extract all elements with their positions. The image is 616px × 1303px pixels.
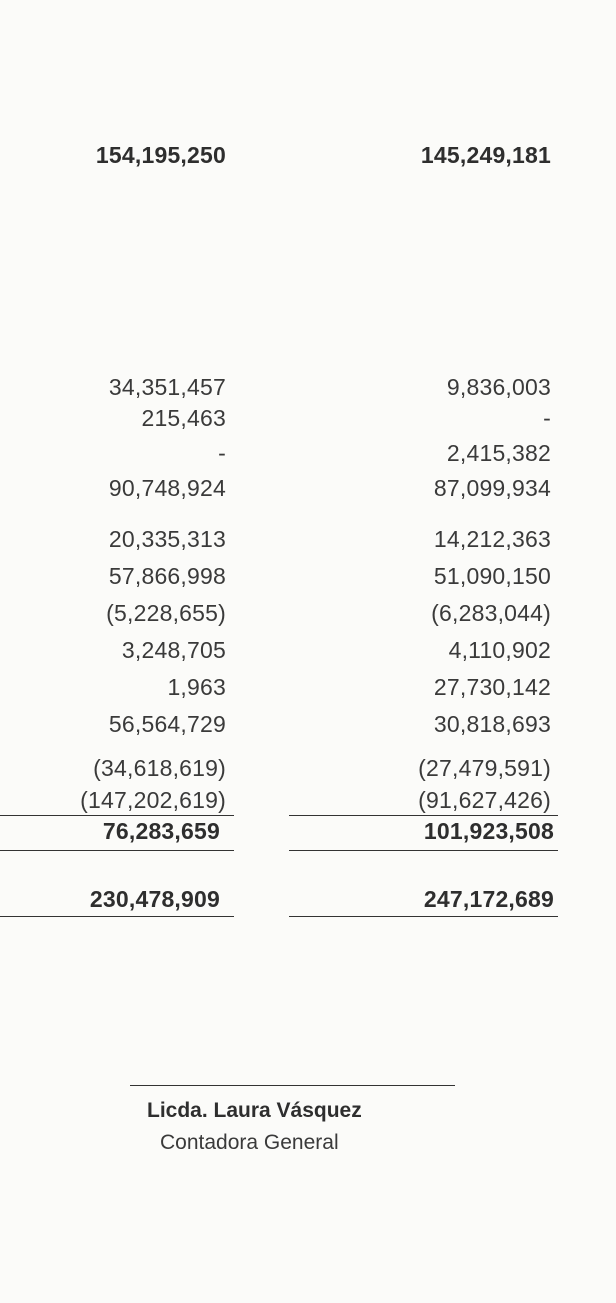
row-4-col-b: 87,099,934 xyxy=(433,475,551,501)
row-3-col-a: - xyxy=(218,440,226,466)
subtotal-col-a: 76,283,659 xyxy=(102,818,220,844)
row-8-col-b: 4,110,902 xyxy=(448,637,551,663)
row-12-col-b: (91,627,426) xyxy=(418,787,551,813)
row-3-col-b: 2,415,382 xyxy=(446,440,551,466)
row-7-col-a: (5,228,655) xyxy=(106,600,226,626)
subtotal-bottom-rule-col-b xyxy=(289,850,558,851)
row-4-col-a: 90,748,924 xyxy=(108,475,226,501)
top-total-col-b: 145,249,181 xyxy=(420,142,551,168)
signatory-name: Licda. Laura Vásquez xyxy=(147,1099,362,1122)
row-11-col-a: (34,618,619) xyxy=(93,755,226,781)
row-12-col-a: (147,202,619) xyxy=(80,787,226,813)
top-total-col-a: 154,195,250 xyxy=(95,142,226,168)
row-10-col-b: 30,818,693 xyxy=(433,711,551,737)
subtotal-col-b: 101,923,508 xyxy=(423,818,554,844)
row-9-col-b: 27,730,142 xyxy=(433,674,551,700)
grand-total-col-a: 230,478,909 xyxy=(89,886,220,912)
signature-line xyxy=(130,1085,455,1086)
row-5-col-b: 14,212,363 xyxy=(433,526,551,552)
row-7-col-b: (6,283,044) xyxy=(431,600,551,626)
grand-total-rule-col-b xyxy=(289,916,558,917)
row-1-col-a: 34,351,457 xyxy=(108,374,226,400)
row-10-col-a: 56,564,729 xyxy=(108,711,226,737)
grand-total-col-b: 247,172,689 xyxy=(423,886,554,912)
row-9-col-a: 1,963 xyxy=(167,674,226,700)
subtotal-top-rule-col-b xyxy=(289,815,558,816)
subtotal-top-rule-col-a xyxy=(0,815,234,816)
subtotal-bottom-rule-col-a xyxy=(0,850,234,851)
row-8-col-a: 3,248,705 xyxy=(121,637,226,663)
grand-total-rule-col-a xyxy=(0,916,234,917)
row-2-col-b: - xyxy=(543,405,551,431)
row-11-col-b: (27,479,591) xyxy=(418,755,551,781)
row-6-col-a: 57,866,998 xyxy=(108,563,226,589)
row-2-col-a: 215,463 xyxy=(141,405,226,431)
signatory-title: Contadora General xyxy=(160,1131,339,1154)
row-5-col-a: 20,335,313 xyxy=(108,526,226,552)
row-6-col-b: 51,090,150 xyxy=(433,563,551,589)
row-1-col-b: 9,836,003 xyxy=(446,374,551,400)
